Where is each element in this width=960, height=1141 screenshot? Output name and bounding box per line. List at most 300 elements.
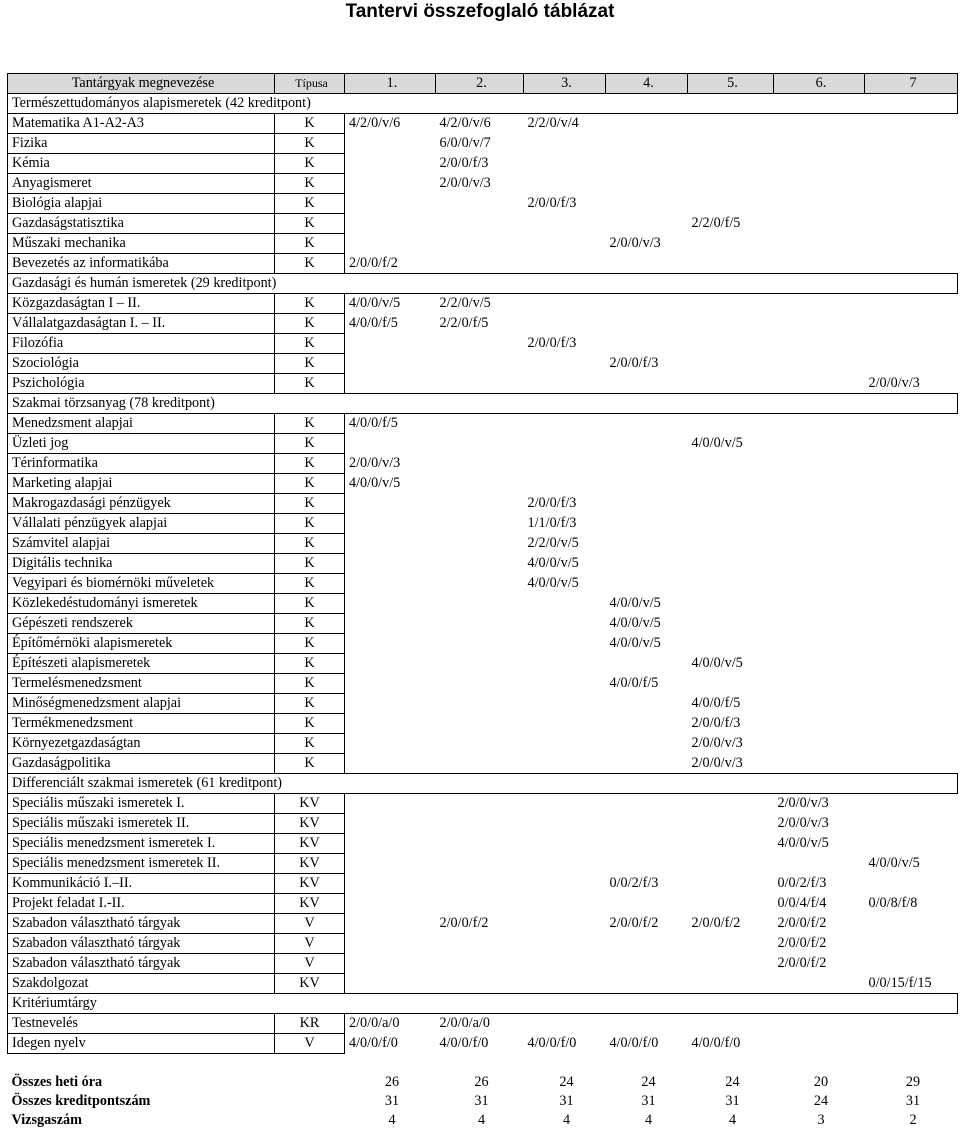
semester-1-cell	[345, 834, 436, 854]
table-row	[8, 434, 958, 454]
semester-1-cell	[345, 914, 436, 934]
summary-semester-1: 26	[384, 1074, 400, 1090]
semester-3-cell	[524, 614, 606, 634]
semester-6-cell	[774, 134, 865, 154]
semester-2-cell	[436, 854, 524, 874]
semester-4-cell	[606, 534, 688, 554]
semester-2-cell	[436, 214, 524, 234]
semester-2-cell	[436, 534, 524, 554]
semester-3-cell	[524, 314, 606, 334]
semester-1-cell: 2/0/0/f/2	[349, 254, 398, 271]
summary-semester-2: 4	[477, 1112, 486, 1128]
semester-3-cell	[524, 594, 606, 614]
semester-4-cell	[606, 814, 688, 834]
semester-3-cell	[524, 414, 606, 434]
subject-type: K	[275, 514, 345, 534]
subject-name: Termékmenedzsment	[8, 714, 275, 734]
semester-7-cell	[865, 874, 958, 894]
semester-5-cell: 2/0/0/f/2	[691, 915, 741, 931]
semester-5-cell	[688, 834, 774, 854]
summary-type-cell	[275, 1111, 345, 1130]
subject-name: Építőmérnöki alapismeretek	[8, 634, 275, 654]
subject-type: V	[275, 1034, 345, 1054]
semester-2-cell	[436, 894, 524, 914]
summary-semester-4: 4	[644, 1112, 653, 1128]
semester-6-cell	[774, 314, 865, 334]
semester-6-cell	[774, 294, 865, 314]
summary-semester-4: 31	[641, 1093, 656, 1109]
semester-2-cell: 2/2/0/v/5	[439, 295, 491, 312]
table-row	[8, 1014, 958, 1034]
semester-5-cell	[688, 814, 774, 834]
semester-4-cell	[606, 454, 688, 474]
table-row	[8, 514, 958, 534]
semester-1-cell	[345, 534, 436, 554]
header-semester-7: 7	[865, 74, 958, 94]
semester-4-cell	[606, 174, 688, 194]
semester-7-cell	[865, 914, 958, 934]
subject-name: Anyagismeret	[8, 174, 275, 194]
semester-7-cell	[865, 234, 958, 254]
semester-4-cell	[606, 434, 688, 454]
semester-1-cell: 4/0/0/v/5	[349, 295, 401, 312]
semester-1-cell: 2/0/0/a/0	[349, 1015, 400, 1032]
table-row	[8, 754, 958, 774]
summary-semester-6: 3	[817, 1112, 825, 1128]
table-row	[8, 234, 958, 254]
semester-2-cell	[436, 954, 524, 974]
semester-5-cell	[688, 414, 774, 434]
semester-2-cell	[436, 974, 524, 994]
semester-2-cell	[436, 734, 524, 754]
semester-4-cell: 4/0/0/v/5	[609, 615, 661, 631]
semester-4-cell: 2/0/0/f/3	[609, 355, 659, 371]
table-row	[8, 594, 958, 614]
subject-name: Közgazdaságtan I – II.	[8, 294, 275, 314]
subject-name: Speciális műszaki ismeretek II.	[8, 814, 275, 834]
table-row	[8, 534, 958, 554]
semester-5-cell	[688, 594, 774, 614]
semester-1-cell: 2/0/0/v/3	[349, 455, 401, 471]
subject-type: KR	[275, 1014, 345, 1034]
semester-7-cell	[865, 194, 958, 214]
table-row	[8, 114, 958, 134]
semester-3-cell	[524, 234, 606, 254]
summary-semester-2: 31	[474, 1093, 489, 1109]
semester-2-cell	[436, 334, 524, 354]
subject-type: K	[275, 214, 345, 234]
semester-7-cell	[865, 614, 958, 634]
semester-2-cell	[436, 874, 524, 894]
semester-1-cell	[345, 234, 436, 254]
semester-3-cell	[524, 974, 606, 994]
subject-type: KV	[275, 834, 345, 854]
semester-1-cell	[345, 654, 436, 674]
semester-6-cell	[774, 474, 865, 494]
subject-type: K	[275, 134, 345, 154]
summary-semester-2: 26	[474, 1074, 489, 1090]
table-row	[8, 254, 958, 274]
semester-2-cell	[436, 934, 524, 954]
semester-3-cell	[524, 954, 606, 974]
semester-6-cell	[774, 734, 865, 754]
semester-3-cell	[524, 454, 606, 474]
semester-2-cell	[436, 614, 524, 634]
semester-6-cell	[774, 254, 865, 274]
semester-7-cell	[865, 934, 958, 954]
semester-4-cell	[606, 314, 688, 334]
subject-type: K	[275, 234, 345, 254]
semester-1-cell	[345, 514, 436, 534]
header-semester-5: 5.	[688, 74, 774, 94]
semester-3-cell	[524, 174, 606, 194]
semester-5-cell: 4/0/0/f/0	[691, 1035, 741, 1051]
semester-4-cell	[606, 854, 688, 874]
table-row	[8, 614, 958, 634]
semester-7-cell	[865, 814, 958, 834]
semester-5-cell: 4/0/0/v/5	[691, 435, 743, 451]
subject-name: Műszaki mechanika	[8, 234, 275, 254]
semester-3-cell: 2/0/0/f/3	[527, 495, 577, 511]
semester-1-cell	[345, 354, 436, 374]
subject-name: Marketing alapjai	[8, 474, 275, 494]
semester-4-cell	[606, 794, 688, 814]
semester-1-cell	[345, 734, 436, 754]
subject-type: K	[275, 654, 345, 674]
subject-name: Kommunikáció I.–II.	[8, 874, 275, 894]
semester-5-cell	[688, 354, 774, 374]
semester-3-cell	[524, 894, 606, 914]
subject-type: K	[275, 434, 345, 454]
section-row	[8, 774, 958, 794]
semester-5-cell	[688, 334, 774, 354]
subject-type: K	[275, 314, 345, 334]
table-row	[8, 194, 958, 214]
subject-type: KV	[275, 814, 345, 834]
semester-1-cell	[345, 714, 436, 734]
semester-4-cell	[606, 954, 688, 974]
summary-label: Vizsgaszám	[11, 1112, 82, 1128]
subject-type: KV	[275, 874, 345, 894]
table-row	[8, 294, 958, 314]
semester-6-cell: 2/0/0/f/2	[777, 935, 827, 951]
semester-1-cell	[345, 814, 436, 834]
subject-name: Térinformatika	[8, 454, 275, 474]
semester-3-cell	[524, 134, 606, 154]
subject-type: KV	[275, 974, 345, 994]
semester-3-cell	[524, 714, 606, 734]
subject-type: V	[275, 954, 345, 974]
semester-3-cell: 2/0/0/f/3	[527, 195, 577, 211]
semester-6-cell: 0/0/2/f/3	[777, 875, 827, 891]
subject-name: Biológia alapjai	[8, 194, 275, 214]
table-row	[8, 854, 958, 874]
table-row	[8, 134, 958, 154]
summary-semester-3: 31	[559, 1093, 574, 1109]
semester-1-cell	[345, 594, 436, 614]
semester-3-cell	[524, 754, 606, 774]
subject-name: Számvitel alapjai	[8, 534, 275, 554]
semester-1-cell	[345, 574, 436, 594]
semester-4-cell	[606, 494, 688, 514]
semester-3-cell: 4/0/0/f/0	[527, 1035, 577, 1051]
summary-semester-7: 31	[905, 1093, 921, 1109]
table-row	[8, 914, 958, 934]
semester-3-cell	[524, 634, 606, 654]
semester-6-cell	[774, 414, 865, 434]
semester-5-cell: 2/0/0/v/3	[691, 754, 743, 771]
semester-6-cell	[774, 454, 865, 474]
summary-semester-3: 4	[562, 1112, 571, 1128]
summary-semester-7: 29	[905, 1074, 921, 1090]
semester-2-cell	[436, 354, 524, 374]
curriculum-table	[7, 73, 958, 1130]
table-row	[8, 934, 958, 954]
semester-7-cell	[865, 134, 958, 154]
semester-4-cell: 4/0/0/v/5	[609, 595, 661, 611]
subject-name: Szabadon választható tárgyak	[8, 934, 275, 954]
summary-row	[8, 1092, 958, 1111]
spacer-row	[8, 1054, 958, 1074]
semester-6-cell: 2/0/0/v/3	[777, 795, 829, 812]
semester-4-cell	[606, 934, 688, 954]
subject-name: Termelésmenedzsment	[8, 674, 275, 694]
subject-type: V	[275, 914, 345, 934]
semester-3-cell	[524, 374, 606, 394]
subject-name: Közlekedéstudományi ismeretek	[8, 594, 275, 614]
subject-type: KV	[275, 794, 345, 814]
semester-1-cell	[345, 754, 436, 774]
semester-6-cell	[774, 514, 865, 534]
subject-type: K	[275, 734, 345, 754]
subject-type: K	[275, 594, 345, 614]
subject-name: Gazdaságpolitika	[8, 754, 275, 774]
subject-name: Fizika	[8, 134, 275, 154]
semester-2-cell	[436, 474, 524, 494]
semester-5-cell	[688, 674, 774, 694]
table-body	[8, 94, 958, 1054]
semester-5-cell	[688, 474, 774, 494]
subject-name: Üzleti jog	[8, 434, 275, 454]
semester-5-cell	[688, 294, 774, 314]
subject-type: K	[275, 694, 345, 714]
semester-2-cell: 6/0/0/v/7	[439, 135, 491, 151]
semester-5-cell	[688, 134, 774, 154]
subject-type: KV	[275, 894, 345, 914]
semester-5-cell	[688, 154, 774, 174]
semester-3-cell	[524, 874, 606, 894]
semester-6-cell	[774, 434, 865, 454]
semester-4-cell: 0/0/2/f/3	[609, 875, 659, 891]
table-row	[8, 734, 958, 754]
semester-1-cell	[345, 854, 436, 874]
subject-type: K	[275, 454, 345, 474]
header-semester-2: 2.	[436, 74, 524, 94]
semester-5-cell	[688, 854, 774, 874]
semester-4-cell: 4/0/0/v/5	[609, 635, 661, 651]
semester-6-cell	[774, 674, 865, 694]
semester-6-cell	[774, 234, 865, 254]
semester-4-cell	[606, 974, 688, 994]
semester-1-cell	[345, 154, 436, 174]
semester-6-cell	[774, 694, 865, 714]
semester-4-cell	[606, 214, 688, 234]
semester-3-cell	[524, 254, 606, 274]
table-row	[8, 974, 958, 994]
subject-type: K	[275, 374, 345, 394]
semester-6-cell	[774, 1014, 865, 1034]
summary-semester-1: 31	[384, 1093, 400, 1109]
spacer-cell	[8, 1054, 958, 1074]
semester-5-cell	[688, 374, 774, 394]
semester-3-cell	[524, 674, 606, 694]
table-row	[8, 174, 958, 194]
table-row	[8, 694, 958, 714]
semester-3-cell: 4/0/0/v/5	[527, 575, 579, 591]
section-row	[8, 394, 958, 414]
table-row	[8, 414, 958, 434]
semester-7-cell	[865, 734, 958, 754]
table-row	[8, 894, 958, 914]
summary-semester-6: 20	[813, 1074, 829, 1090]
semester-2-cell	[436, 654, 524, 674]
semester-3-cell	[524, 834, 606, 854]
semester-2-cell: 2/0/0/f/3	[439, 155, 489, 171]
subject-type: K	[275, 254, 345, 274]
table-row	[8, 314, 958, 334]
semester-4-cell	[606, 414, 688, 434]
semester-2-cell: 2/0/0/v/3	[439, 175, 491, 191]
semester-5-cell: 4/0/0/f/5	[691, 695, 741, 711]
semester-7-cell	[865, 694, 958, 714]
semester-7-cell: 4/0/0/v/5	[868, 855, 920, 871]
semester-6-cell	[774, 654, 865, 674]
summary-semester-5: 4	[728, 1112, 737, 1128]
semester-5-cell	[688, 634, 774, 654]
semester-3-cell: 2/0/0/f/3	[527, 335, 577, 351]
semester-7-cell: 0/0/8/f/8	[868, 895, 918, 911]
semester-1-cell	[345, 214, 436, 234]
semester-1-cell	[345, 134, 436, 154]
table-row	[8, 454, 958, 474]
semester-7-cell	[865, 634, 958, 654]
subject-name: Digitális technika	[8, 554, 275, 574]
semester-6-cell	[774, 634, 865, 654]
semester-7-cell	[865, 294, 958, 314]
semester-4-cell	[606, 894, 688, 914]
summary-type-cell	[275, 1073, 345, 1092]
semester-1-cell	[345, 334, 436, 354]
semester-6-cell	[774, 374, 865, 394]
semester-6-cell: 2/0/0/f/2	[777, 955, 827, 971]
summary-row	[8, 1111, 958, 1130]
table-row	[8, 214, 958, 234]
semester-4-cell: 4/0/0/f/5	[609, 675, 659, 691]
semester-5-cell	[688, 534, 774, 554]
semester-2-cell	[436, 254, 524, 274]
semester-1-cell	[345, 974, 436, 994]
semester-4-cell	[606, 194, 688, 214]
semester-4-cell	[606, 114, 688, 134]
semester-7-cell: 2/0/0/v/3	[868, 374, 920, 391]
semester-3-cell: 4/0/0/v/5	[527, 555, 579, 571]
subject-type: K	[275, 174, 345, 194]
semester-1-cell: 4/2/0/v/6	[349, 115, 401, 132]
semester-1-cell	[345, 674, 436, 694]
subject-name: Makrogazdasági pénzügyek	[8, 494, 275, 514]
subject-type: K	[275, 534, 345, 554]
subject-type: K	[275, 154, 345, 174]
semester-6-cell	[774, 714, 865, 734]
semester-6-cell	[774, 354, 865, 374]
subject-type: K	[275, 574, 345, 594]
semester-7-cell	[865, 1034, 958, 1054]
semester-4-cell	[606, 694, 688, 714]
semester-1-cell	[345, 694, 436, 714]
subject-name: Vállalatgazdaságtan I. – II.	[8, 314, 275, 334]
subject-name: Vállalati pénzügyek alapjai	[8, 514, 275, 534]
semester-5-cell: 2/0/0/v/3	[691, 735, 743, 751]
semester-5-cell	[688, 454, 774, 474]
semester-7-cell	[865, 174, 958, 194]
semester-4-cell	[606, 254, 688, 274]
summary-type-cell	[275, 1092, 345, 1111]
section-title: Szakmai törzsanyag (78 kreditpont)	[8, 394, 958, 414]
semester-2-cell	[436, 634, 524, 654]
table-row	[8, 634, 958, 654]
table-header-row	[8, 74, 958, 94]
semester-7-cell	[865, 214, 958, 234]
summary-semester-5: 24	[725, 1074, 740, 1090]
semester-6-cell	[774, 1034, 865, 1054]
section-row	[8, 994, 958, 1014]
semester-2-cell	[436, 414, 524, 434]
semester-1-cell	[345, 894, 436, 914]
semester-2-cell	[436, 754, 524, 774]
section-title: Gazdasági és humán ismeretek (29 kreditpont)	[8, 274, 958, 294]
semester-2-cell	[436, 374, 524, 394]
header-semester-6: 6.	[774, 74, 865, 94]
semester-1-cell: 4/0/0/f/5	[349, 415, 398, 432]
semester-4-cell: 2/0/0/v/3	[609, 235, 661, 251]
semester-4-cell	[606, 714, 688, 734]
table-row	[8, 674, 958, 694]
semester-4-cell	[606, 1014, 688, 1034]
table-row	[8, 834, 958, 854]
subject-name: Testnevelés	[8, 1014, 275, 1034]
subject-type: K	[275, 334, 345, 354]
semester-2-cell	[436, 574, 524, 594]
subject-name: Építészeti alapismeretek	[8, 654, 275, 674]
semester-2-cell: 2/0/0/a/0	[439, 1015, 490, 1032]
semester-7-cell	[865, 834, 958, 854]
section-row	[8, 274, 958, 294]
semester-7-cell	[865, 314, 958, 334]
subject-name: Kémia	[8, 154, 275, 174]
subject-name: Szabadon választható tárgyak	[8, 954, 275, 974]
subject-type: K	[275, 494, 345, 514]
subject-name: Szociológia	[8, 354, 275, 374]
summary-semester-5: 31	[725, 1093, 740, 1109]
semester-7-cell	[865, 574, 958, 594]
subject-name: Speciális műszaki ismeretek I.	[8, 794, 275, 814]
semester-5-cell: 2/0/0/f/3	[691, 715, 741, 731]
semester-6-cell	[774, 974, 865, 994]
summary-label: Összes kreditpontszám	[11, 1093, 151, 1109]
semester-5-cell	[688, 794, 774, 814]
subject-type: K	[275, 614, 345, 634]
subject-name: Minőségmenedzsment alapjai	[8, 694, 275, 714]
